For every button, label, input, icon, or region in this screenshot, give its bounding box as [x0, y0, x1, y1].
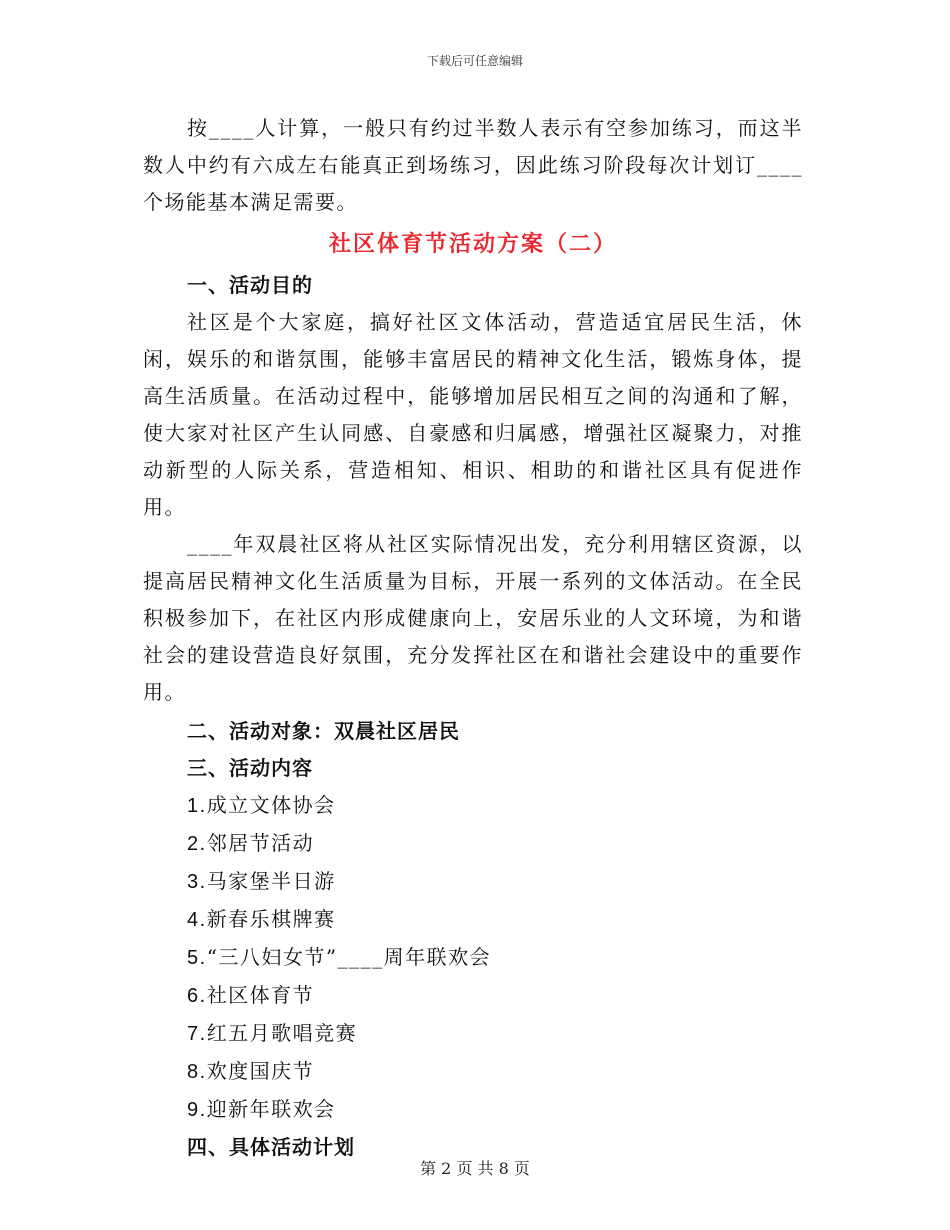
- item-number: 9.: [187, 1099, 207, 1121]
- page-footer: 第 2 页 共 8 页: [420, 1159, 530, 1178]
- item-text: 新春乐棋牌赛: [206, 907, 336, 931]
- list-item: [143, 977, 803, 1015]
- list-item: [143, 1053, 803, 1091]
- item-text: 邻居节活动: [206, 831, 315, 855]
- item-number: 2.: [187, 833, 207, 855]
- paragraph: 社区是个大家庭，搞好社区文体活动，营造适宜居民生活，休闲，娱乐的和谐氛围，能够丰富居民的精神文化生活，锻炼身体，提高生活质量。在活动过程中，能够增加居民相互之间的沟通和了解，使大家对社区产生认同感、自豪感和归属感，增强社区凝聚力，对推动新型的人际关系，营造相知、相识、相助的和谐社区具有促进作用。: [143, 310, 803, 519]
- list-item: [143, 939, 803, 977]
- paragraph: ____年双晨社区将从社区实际情况出发，充分利用辖区资源，以提高居民精神文化生活质量为目标，开展一系列的文体活动。在全民积极参加下，在社区内形成健康向上，安居乐业的人文环境，为和谐社会的建设营造良好氛围，充分发挥社区在和谐社会建设中的重要作用。: [143, 532, 803, 704]
- list-item: [143, 863, 803, 901]
- section-heading-content: 三、活动内容: [187, 756, 313, 780]
- section-heading-purpose: 一、活动目的: [187, 273, 313, 297]
- item-text: 成立文体协会: [206, 793, 336, 817]
- document-body: [143, 110, 803, 1166]
- section-heading-plan: 四、具体活动计划: [187, 1135, 355, 1159]
- item-text: 马家堡半日游: [206, 869, 336, 893]
- item-number: 7.: [187, 1023, 207, 1045]
- item-number: 8.: [187, 1061, 207, 1083]
- item-number: 3.: [187, 871, 207, 893]
- list-item: [143, 787, 803, 825]
- section-heading-target: 二、活动对象：双晨社区居民: [187, 719, 460, 743]
- list-item: [143, 1015, 803, 1053]
- item-number: 5.: [187, 947, 207, 969]
- document-title: 社区体育节活动方案（二）: [328, 232, 617, 257]
- item-text: 红五月歌唱竞赛: [206, 1021, 358, 1045]
- list-item: [143, 825, 803, 863]
- item-text: 欢度国庆节: [206, 1059, 315, 1083]
- item-number: 6.: [187, 985, 207, 1007]
- intro-paragraph: 按____人计算，一般只有约过半数人表示有空参加练习，而这半数人中约有六成左右能真正到场练习，因此练习阶段每次计划订____个场能基本满足需要。: [143, 116, 803, 214]
- item-text: 迎新年联欢会: [206, 1097, 336, 1121]
- activity-list: [143, 787, 803, 1129]
- list-item: [143, 901, 803, 939]
- item-text: “三八妇女节”____周年联欢会: [206, 945, 492, 969]
- item-number: 4.: [187, 909, 207, 931]
- header-note: 下载后可任意编辑: [426, 54, 523, 68]
- list-item: [143, 1091, 803, 1129]
- item-text: 社区体育节: [206, 983, 315, 1007]
- item-number: 1.: [187, 795, 207, 817]
